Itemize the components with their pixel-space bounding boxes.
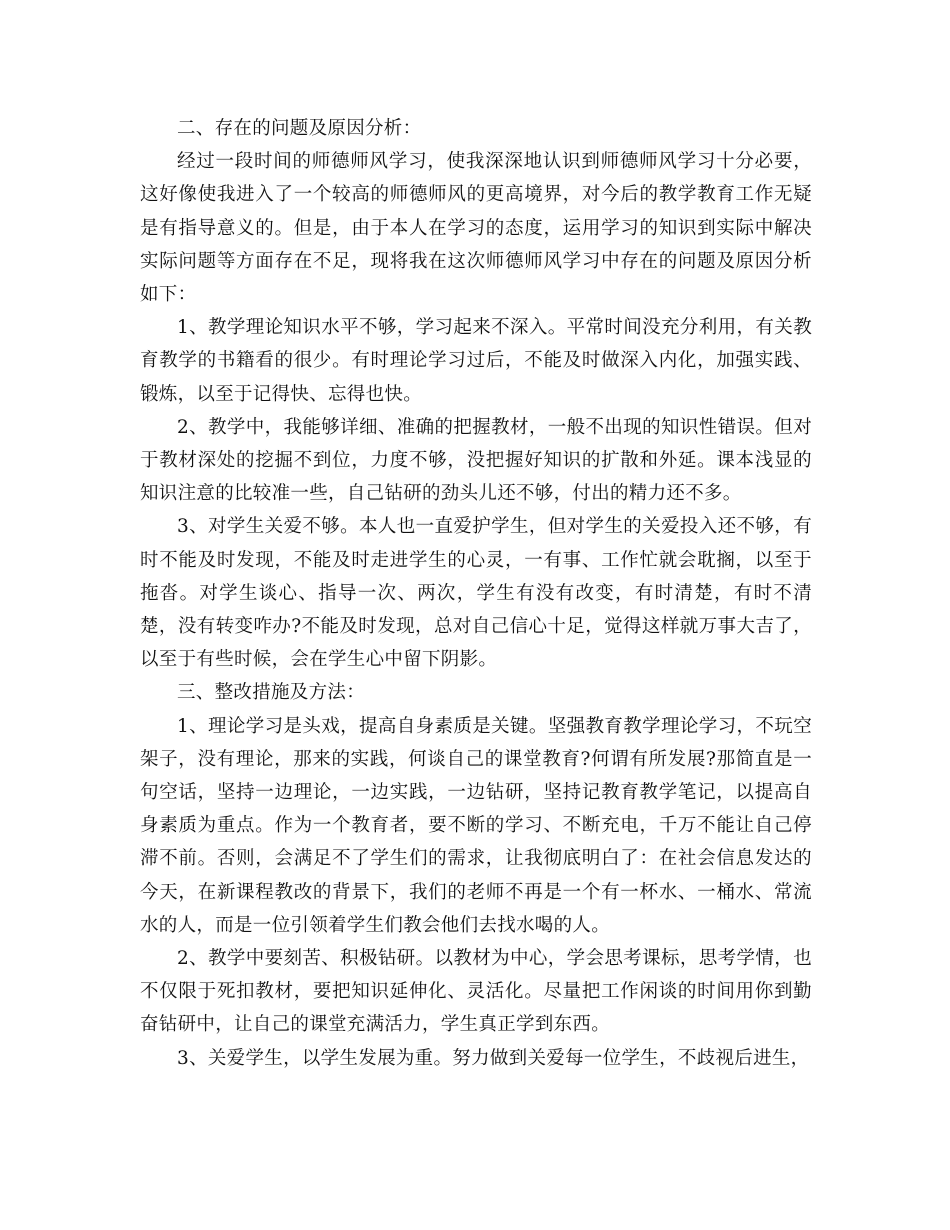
paragraph-problem-2: 2、教学中，我能够详细、准确的把握教材，一般不出现的知识性错误。但对于教材深处的挖掘不到位，力度不够，没把握好知识的扩散和外延。课本浅显的知识注意的比较准一些，自己钻研的劲头儿还不够，付出的精力还不多。 xyxy=(140,416,812,505)
paragraph-problem-1: 1、教学理论知识水平不够，学习起来不深入。平常时间没充分利用，有关教育教学的书籍看的很少。有时理论学习过后，不能及时做深入内化，加强实践、锻炼，以至于记得快、忘得也快。 xyxy=(140,317,812,405)
paragraph-measure-2: 2、教学中要刻苦、积极钻研。以教材为中心，学会思考课标，思考学情，也不仅限于死扣教材，要把知识延伸化、灵活化。尽量把工作闲谈的时间用你到勤奋钻研中，让自己的课堂充满活力，学生真正学到东西。 xyxy=(140,948,812,1036)
document-body xyxy=(140,112,812,1075)
paragraph-intro: 经过一段时间的师德师风学习，使我深深地认识到师德师风学习十分必要，这好像使我进入了一个较高的师德师风的更高境界，对今后的教学教育工作无疑是有指导意义的。但是，由于本人在学习的态度，运用学习的知识到实际中解决实际问题等方面存在不足，现将我在这次师德师风学习中存在的问题及原因分析如下： xyxy=(140,151,812,306)
section-heading-problems: 二、存在的问题及原因分析： xyxy=(177,118,422,139)
paragraph-measure-1: 1、理论学习是头戏，提高自身素质是关键。坚强教育教学理论学习，不玩空架子，没有理论，那来的实践，何谈自己的课堂教育?何谓有所发展?那简直是一句空话，坚持一边理论，一边实践，一边钻研，坚持记教育教学笔记，以提高自身素质为重点。作为一个教育者，要不断的学习、不断充电，千万不能让自己停滞不前。否则，会满足不了学生们的需求，让我彻底明白了：在社会信息发达的今天，在新课程教改的背景下，我们的老师不再是一个有一杯水、一桶水、常流水的人，而是一位引领着学生们教会他们去找水喝的人。 xyxy=(140,715,812,936)
section-heading-measures: 三、整改措施及方法： xyxy=(177,682,366,704)
paragraph-problem-3: 3、对学生关爱不够。本人也一直爱护学生，但对学生的关爱投入还不够，有时不能及时发现，不能及时走进学生的心灵，一有事、工作忙就会耽搁，以至于拖沓。对学生谈心、指导一次、两次，学生有没有改变，有时清楚，有时不清楚，没有转变咋办?不能及时发现，总对自己信心十足，觉得这样就万事大吉了，以至于有些时候，会在学生心中留下阴影。 xyxy=(140,516,812,671)
paragraph-measure-3: 3、关爱学生，以学生发展为重。努力做到关爱每一位学生，不歧视后进生， xyxy=(177,1047,810,1069)
